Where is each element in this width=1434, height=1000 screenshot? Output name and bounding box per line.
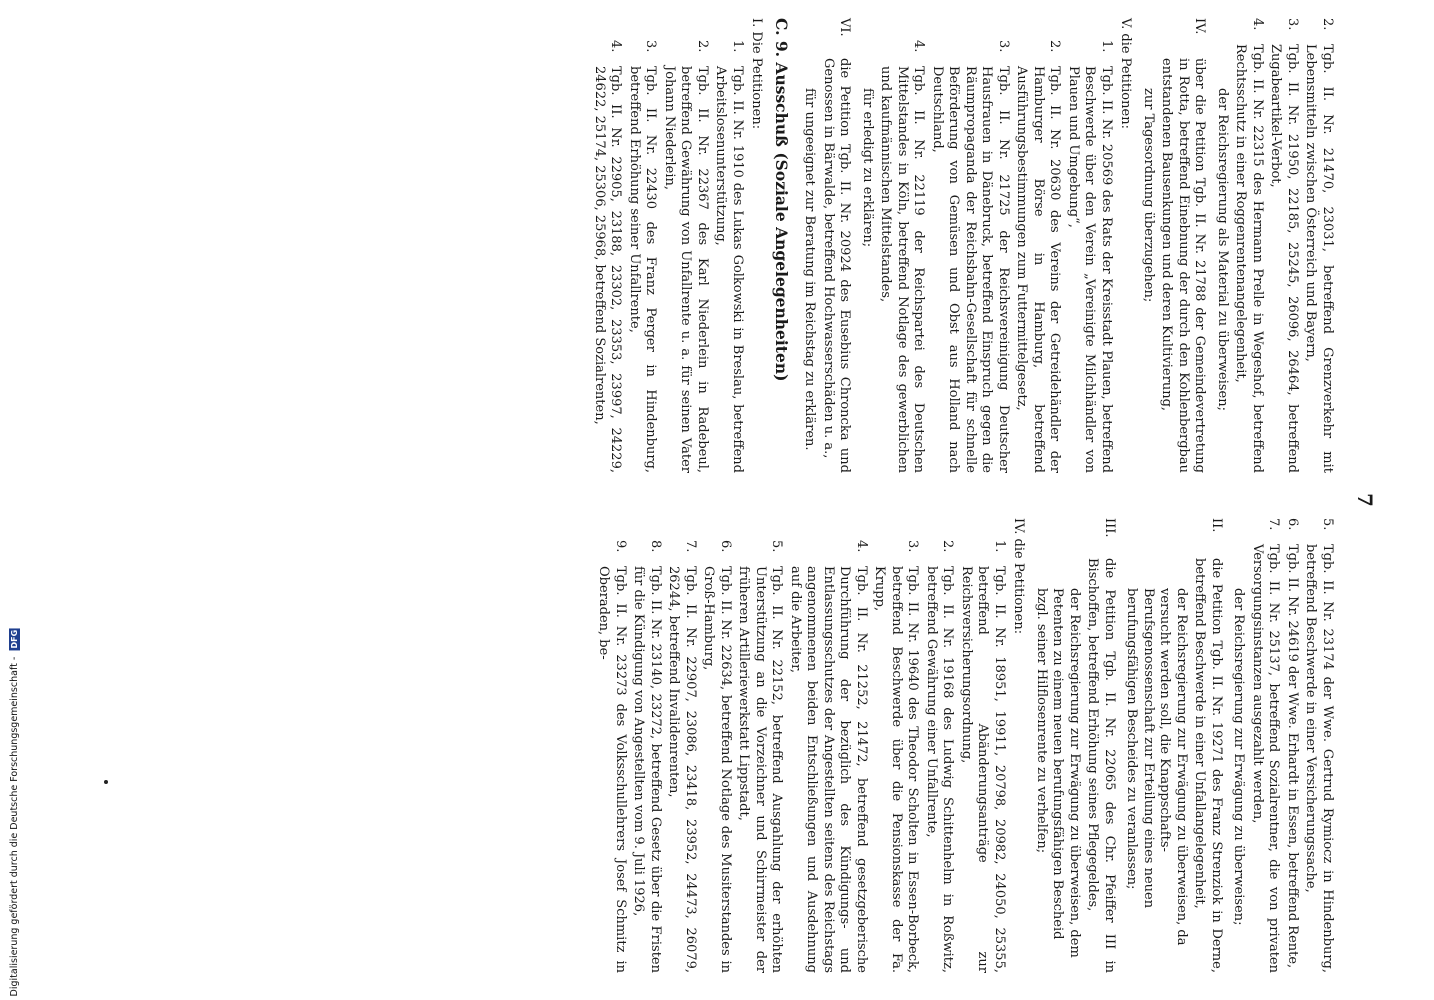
resolution-note: der Reichsregierung zur Erwägung zu überweisen; [1231, 588, 1247, 926]
scan-speck [104, 780, 108, 784]
list-item: 8. Tgb. II. Nr. 23140, 23272, betreffend Gesetz über die Fristen für die Kündigung von Angestellten vom 9. Juli 1926, [631, 540, 663, 973]
rotated-page [151, 0, 1383, 1000]
list-item: 1. Tgb. II. Nr. 1910 des Lukas Golkowski in Breslau, betreffend Arbeitslosenunterstützung, [713, 40, 745, 473]
list-item: 3. Tgb. II. Nr. 21725 der Reichsvereinigung Deutscher Hausfrauen in Dänebruck, betreffend Einspruch gegen die Räumpropaganda der Reichsbahn-Gesellschaft für schnelle Beförderung von Gemüsen und Obst aus Holland nach Deutschland, [930, 40, 1011, 473]
section-iv: IV. über die Petition Tgb. II. Nr. 21788 der Gemeindevertretung in Rotta, betreffend Einebnung der durch den Kohlenbergbau entstandenen Bausenkungen und deren Kultivierung, [1159, 18, 1208, 473]
list-item: 6. Tgb. II. Nr. 22634, betreffend Notlage des Musiterstandes in Groß-Hamburg, [701, 540, 733, 973]
list-item: 3. Tgb. II. Nr. 19640 des Theodor Scholten in Essen-Borbeck, betreffend Beschwerde über die Pensionskasse der Fa. Krupp, [872, 540, 921, 973]
list-item: 4. Tgb. II. Nr. 22905, 23188, 23302, 23353, 23997, 24229, 24622, 25174, 25306, 25968, betreffend Sozialrenten, [592, 40, 624, 473]
list-item: 7. Tgb. II. Nr. 25137, betreffend Sozialrentner, die von privaten Versorgungsinstanzen ausgezahlt werden, [1250, 518, 1282, 973]
resolution-note: zur Tagesordnung überzugehen; [1141, 88, 1156, 303]
page-number: 7 [1353, 493, 1377, 507]
dfg-logo: DFG [9, 629, 19, 649]
left-column [589, 18, 1336, 473]
resolution-note: der Reichsregierung als Material zu überweisen; [1215, 88, 1230, 411]
list-item: 7. Tgb. II. Nr. 22907, 23086, 23418, 23952, 24473, 26079, 26244, betreffend Invalidenrenten, [666, 540, 698, 973]
section-iv-heading: IV. die Petitionen: [1011, 518, 1027, 635]
list-item: 6. Tgb. II. Nr. 24619 der Wwe. Erhardt in Essen, betreffend Rente, [1285, 518, 1300, 969]
resolution-note: für erledigt zu erklären; [860, 88, 875, 248]
list-item: 4. Tgb. II. Nr. 22315 des Hermann Prelle in Wegeshof, betreffend Rechtsschutz in einer Roggenrentenangelegenheit, [1233, 18, 1265, 473]
list-item: 1. Tgb. II. Nr. 18951, 19911, 20798, 20982, 24050, 25355, betreffend Abänderungsanträge zur Reichsversicherungsordnung, [959, 540, 1007, 973]
list-item: 5. Tgb. II. Nr. 23174 der Wwe. Gertrud Rymiocz in Hindenburg, betreffend Beschwerde in einer Versicherungssache, [1303, 518, 1335, 973]
right-column [593, 518, 1335, 973]
resolution-note: für ungeeignet zur Beratung im Reichstag zu erklären. [802, 88, 818, 451]
digitization-text: Digitalisierung gefördert durch die Deutsche Forschungsgemeinschaft - [8, 656, 20, 996]
list-item: 3. Tgb. II. Nr. 21950, 22185, 25245, 26096, 26464, betreffend Zugabeartikel-Verbot, [1268, 18, 1300, 473]
list-item: 5. Tgb. II. Nr. 22152, betreffend Ausgahlung der erhöhten Unterstützung an die Vorzeichner und Schirrmeister der früheren Artilleriewerkstatt Lippstadt, [736, 540, 785, 973]
list-item: 2. Tgb. II. Nr. 22367 des Karl Niederlein in Radebeul, betreffend Gewährung von Unfallrente u. a. für seinen Vater Johann Niederlein, [662, 40, 710, 473]
list-item: 2. Tgb. II. Nr. 21470, 23031, betreffend Grenzverkehr mit Lebensmitteln zwischen Österreich und Bayern, [1303, 18, 1335, 473]
digitization-note [9, 628, 20, 996]
list-item: 4. Tgb. II. Nr. 21252, 21472, betreffend gesetzgeberische Durchführung der bezüglich des Kündigungs- und Entlassungsschutzes der Angestellten seitens des Reichstags angenommenen beiden Entschließungen und Ausdehnung auf die Arbeiter, [788, 540, 869, 973]
committee-heading: C. 9. Ausschuß (Soziale Angelegenheiten) [772, 18, 791, 382]
section-v-heading: V. die Petitionen: [1118, 18, 1134, 129]
list-item: 3. Tgb. II. Nr. 22430 des Franz Perger in Hindenburg, betreffend Erhöhung seiner Unfallrente, [627, 40, 659, 473]
list-item: 2. Tgb. II. Nr. 19168 des Ludwig Schittenhelm in Roßwitz, betreffend Gewährung einer Unfallrente, [924, 540, 956, 973]
list-item: 4. Tgb. II. Nr. 22119 der Reichspartei des Deutschen Mittelstandes in Köln, betreffend Notlage des gewerblichen und kaufmännischen Mittelstandes, [878, 40, 927, 473]
list-item: 1. Tgb. II. Nr. 20569 des Rats der Kreisstadt Plauen, betreffend Beschwerde über den Verein „Vereinigte Milchhändler von Plauen und Umgebung“, [1066, 40, 1114, 473]
list-item: 9. Tgb. II. Nr. 23273 des Volksschullehrers Josef Schmitz in Oberaden, be- [596, 540, 628, 973]
resolution-note: der Reichsregierung zur Erwägung zu überweisen, dem Petenten zu einem neuen berufungsfähigen Bescheid bzgl. seiner Hilflosenrente zu verhelfen; [1034, 588, 1082, 958]
section-vi: VI. die Petition Tgb. II. Nr. 20924 des Eusebius Chroncka und Genossen in Bärwalde, betreffend Hochwasserschäden u. a., [821, 18, 853, 473]
list-item: 2. Tgb. II. Nr. 20630 des Vereins der Getreidehändler der Hamburger Börse in Hamburg, betreffend Ausführungsbestimmungen zum Futtermittelgesetz, [1014, 40, 1063, 473]
section-ii: II. die Petition Tgb. II. Nr. 19271 des Franz Strenziok in Derne, betreffend Beschwerde in einer Unfallangelegenheit, [1192, 518, 1224, 973]
digitization-footer [6, 20, 22, 996]
resolution-note: der Reichsregierung zur Erwägung zu überweisen, da versucht werden soll, die Knappschafts-Berufsgenossenschaft zur Erteilung eines neuen berufungsfähigen Bescheides zu veranlassen; [1124, 588, 1189, 946]
committee-subheading: I. Die Petitionen: [749, 18, 765, 130]
section-iii: III. die Petition Tgb. II. Nr. 22065 des Chr. Pfeiffer III in Bischoffen, betreffend Erhöhung seines Pflegegeldes, [1085, 518, 1117, 973]
